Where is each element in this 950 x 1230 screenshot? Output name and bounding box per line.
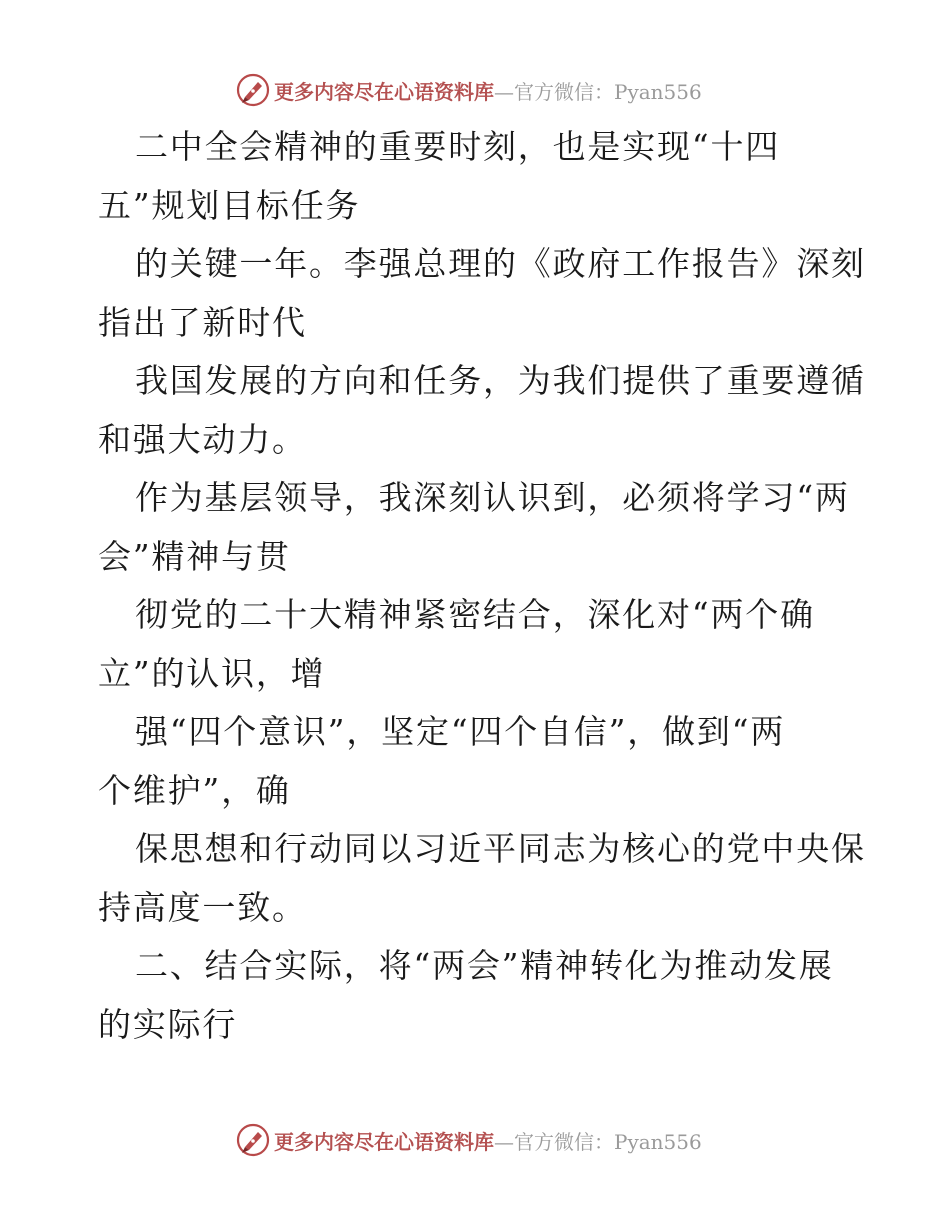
text-line: 和强大动力。 [98, 419, 307, 459]
text-line: 保思想和行动同以习近平同志为核心的党中央保 [135, 829, 866, 868]
text-line: 持高度一致。 [98, 887, 307, 927]
text-line: 二、结合实际，将“两会”精神转化为推动发展 [135, 946, 834, 985]
body-text [98, 118, 866, 1054]
header-brand-text: 更多内容尽在心语资料库 [274, 79, 494, 104]
text-line: 指出了新时代 [98, 302, 307, 342]
text-line: 五”规划目标任务 [98, 185, 361, 225]
header-watermark-banner [236, 72, 702, 108]
text-line: 立”的认识，增 [98, 653, 326, 693]
footer-contact-text: —官方微信：Pyan556 [494, 1129, 702, 1154]
footer-brand-text: 更多内容尽在心语资料库 [274, 1129, 494, 1154]
text-line: 个维护”，确 [98, 770, 291, 810]
text-line: 的关键一年。李强总理的《政府工作报告》深刻 [135, 244, 866, 283]
text-line: 作为基层领导，我深刻认识到，必须将学习“两 [135, 478, 850, 517]
text-line: 会”精神与贯 [98, 536, 291, 576]
text-line: 我国发展的方向和任务，为我们提供了重要遵循 [135, 361, 866, 400]
text-line: 的实际行 [98, 1004, 238, 1044]
header-contact-text: —官方微信：Pyan556 [494, 79, 702, 104]
pen-nib-logo-icon [236, 1123, 270, 1157]
text-line: 二中全会精神的重要时刻，也是实现“十四 [135, 127, 781, 166]
text-line: 彻党的二十大精神紧密结合，深化对“两个确 [135, 595, 815, 634]
text-line: 强“四个意识”，坚定“四个自信”，做到“两 [135, 712, 786, 751]
footer-watermark-banner [236, 1122, 702, 1158]
pen-nib-logo-icon [236, 73, 270, 107]
